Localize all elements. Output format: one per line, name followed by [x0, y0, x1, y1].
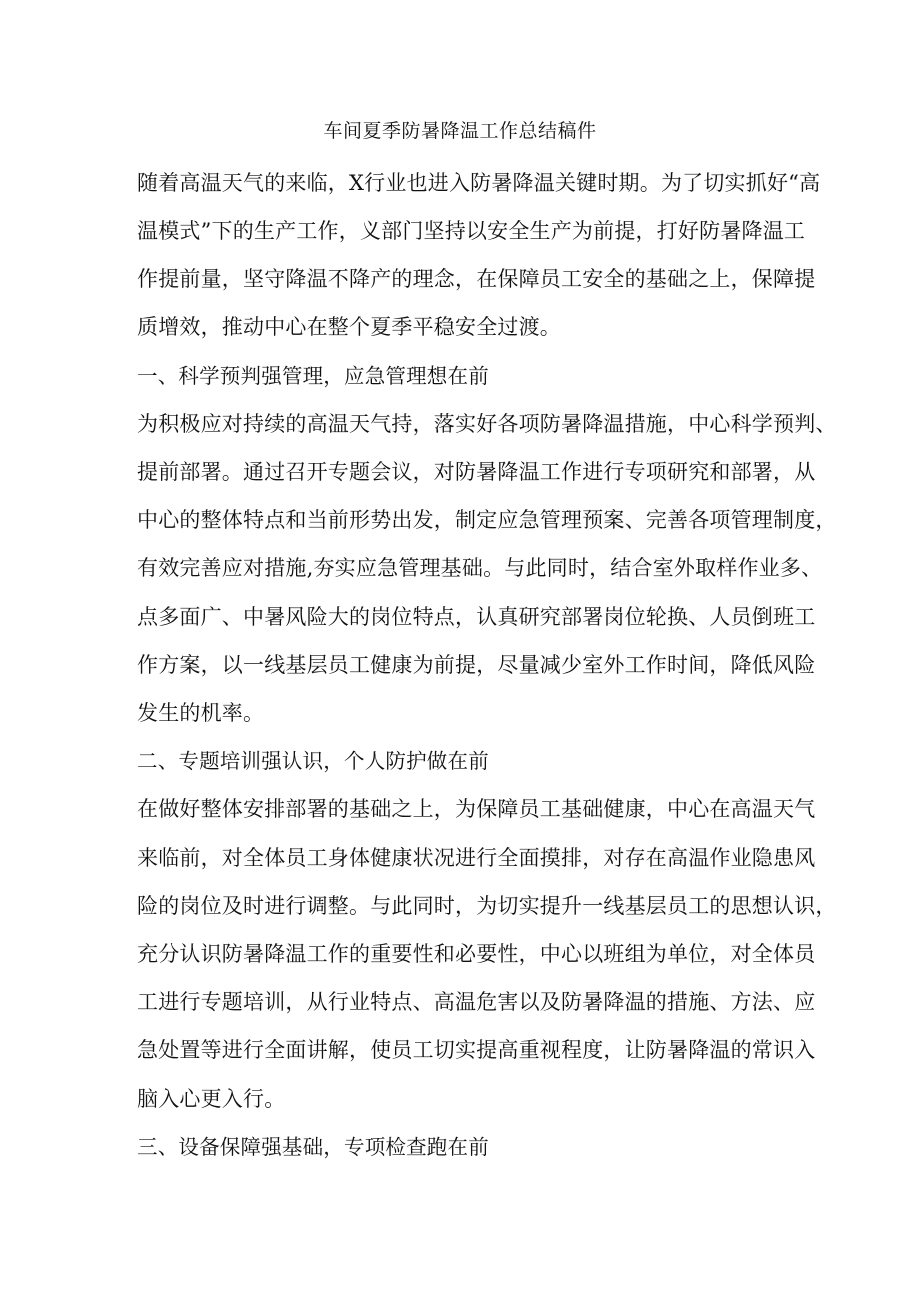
- paragraph-line: 随着高温天气的来临，X行业也进入防暑降温关键时期。为了切实抓好“高: [137, 171, 821, 195]
- paragraph-line: 作方案，以一线基层员工健康为前提，尽量减少室外工作时间，降低风险: [137, 653, 816, 677]
- paragraph-line: 险的岗位及时进行调整。与此同时，为切实提升一线基层员工的思想认识，: [137, 894, 837, 918]
- paragraph-line: 中心的整体特点和当前形势出发，制定应急管理预案、完善各项管理制度，: [137, 508, 837, 532]
- paragraph-line: 在做好整体安排部署的基础之上，为保障员工基础健康，中心在高温天气: [137, 797, 816, 821]
- paragraph-line: 脑入心更入行。: [137, 1087, 286, 1111]
- paragraph-line: 点多面广、中暑风险大的岗位特点，认真研究部署岗位轮换、人员倒班工: [137, 605, 816, 629]
- paragraph-line: 提前部署。通过召开专题会议，对防暑降温工作进行专项研究和部署，从: [137, 460, 816, 484]
- paragraph-line: 作提前量，坚守降温不降产的理念，在保障员工安全的基础之上，保障提: [137, 267, 816, 291]
- paragraph-line: 有效完善应对措施,夯实应急管理基础。与此同时，结合室外取样作业多、: [137, 556, 823, 580]
- section-heading-2: 二、专题培训强认识，个人防护做在前: [137, 749, 489, 773]
- section-heading-3: 三、设备保障强基础，专项检查跑在前: [137, 1135, 489, 1159]
- paragraph-line: 来临前，对全体员工身体健康状况进行全面摸排，对存在高温作业隐患风: [137, 846, 816, 870]
- paragraph-line: 质增效，推动中心在整个夏季平稳安全过渡。: [137, 315, 561, 339]
- section-heading-1: 一、科学预判强管理，应急管理想在前: [137, 364, 489, 388]
- document-title: 车间夏季防暑降温工作总结稿件: [323, 120, 597, 142]
- paragraph-line: 急处置等进行全面讲解，使员工切实提高重视程度，让防暑降温的常识入: [137, 1038, 816, 1062]
- paragraph-line: 充分认识防暑降温工作的重要性和必要性，中心以班组为单位，对全体员: [137, 942, 816, 966]
- paragraph-line: 温模式”下的生产工作，义部门坚持以安全生产为前提，打好防暑降温工: [137, 219, 806, 243]
- paragraph-line: 工进行专题培训，从行业特点、高温危害以及防暑降温的措施、方法、应: [137, 990, 816, 1014]
- paragraph-line: 为积极应对持续的高温天气持，落实好各项防暑降温措施，中心科学预判、: [137, 412, 837, 436]
- paragraph-line: 发生的机率。: [137, 701, 265, 725]
